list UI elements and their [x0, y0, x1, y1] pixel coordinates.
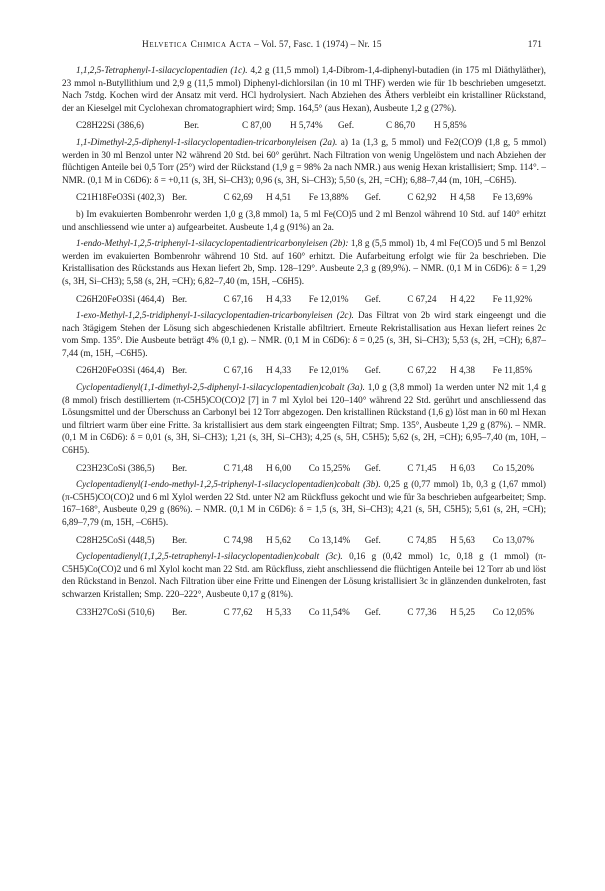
paragraph	[62, 381, 546, 457]
journal-title	[142, 40, 382, 50]
calc-hydrogen: H 4,51	[266, 192, 292, 203]
found-carbon: C 62,92	[407, 192, 437, 203]
found-label: Gef.	[364, 462, 381, 473]
running-header	[62, 40, 542, 56]
compound-heading: 1,1-Dimethyl-2,5-diphenyl-1-silacyclopentadien-tricarbonyleisen (2a).	[76, 136, 338, 147]
calc-carbon: C 62,69	[223, 192, 253, 203]
found-metal: Fe 13,69%	[492, 192, 533, 203]
compound-heading: 1-exo-Methyl-1,2,5-tridiphenyl-1-silacyclopentadien-tricarbonyleisen (2c).	[76, 310, 354, 321]
article-body	[62, 64, 546, 618]
calc-metal: Co 15,25%	[308, 462, 351, 473]
calc-carbon: C 67,16	[223, 365, 253, 376]
calc-metal: Fe 12,01%	[308, 293, 349, 304]
calc-label: Ber.	[171, 606, 188, 617]
elemental-analysis	[76, 462, 546, 475]
calc-label: Ber.	[171, 293, 188, 304]
paragraph-text: b) Im evakuierten Bombenrohr werden 1,0 g (3,8 mmol) 1a, 5 ml Fe(CO)5 und 2 ml Benzol während 10 Std. auf 140° erhitzt und anschliessend wie unter a) aufgearbeitet. Ausbeute 1,4 g (91%) an 2a.	[62, 208, 546, 232]
paragraph-text: 0,25 g (0,77 mmol) 1b, 0,3 g (1,67 mmol) (π-C5H5)CO(CO)2 und 6 ml Xylol werden 22 Std. unter N2 am Rückfluss gekocht und wie für 3a beschrieben aufgearbeitet; Smp. 167–168°, Ausbeute 0,29 g (86%). – NMR. (0,1 M in C6D6): δ = 1,5 (s, 3H, Si–CH3); 4,21 (s, 5H, C5H5); 5,61 (s, 2H, =CH); 6,89–7,79 (m, 15H, –C6H5).	[62, 479, 546, 527]
compound-heading: Cyclopentadienyl(1-endo-methyl-1,2,5-triphenyl-1-silacyclopentadien)cobalt (3b).	[76, 479, 381, 490]
compound-heading: 1-endo-Methyl-1,2,5-triphenyl-1-silacyclopentadientricarbonyleisen (2b):	[76, 238, 349, 249]
paragraph-text: 4,2 g (11,5 mmol) 1,4-Dibrom-1,4-diphenyl-butadien (in 175 ml Diäthyläther), 23 mmol n-Butyllithium und 2,9 g (11,5 mmol) Diphenyl-dichlorsilan (in 10 ml THF) werden wie für 1b beschrieben umgesetzt. Nach 7stdg. Kochen wird der Ansatz mit verd. HCl hydrolysiert. Nach Abziehen des Äthers verbleibt ein kristalliner Rückstand, der an Kieselgel mit Cyclohexan chromatographiert wird; Smp. 164,5° (aus Hexan), Ausbeute 1,2 g (27%).	[62, 65, 546, 113]
found-carbon: C 71,45	[407, 462, 437, 473]
calc-carbon: C 67,16	[223, 293, 253, 304]
calc-metal: Fe 13,88%	[308, 192, 349, 203]
compound-heading: 1,1,2,5-Tetraphenyl-1-silacyclopentadien (1c).	[76, 65, 248, 75]
calc-label: Ber.	[171, 365, 188, 376]
found-label: Gef.	[338, 120, 355, 131]
paragraph	[62, 64, 546, 114]
calc-label: Ber.	[171, 192, 188, 203]
calc-carbon: C 74,98	[223, 534, 253, 545]
found-hydrogen: H 4,38	[450, 365, 476, 376]
found-label: Gef.	[364, 606, 381, 617]
found-carbon: C 77,36	[407, 606, 437, 617]
calc-hydrogen: H 5,74%	[290, 120, 323, 131]
calc-metal: Co 11,54%	[308, 606, 350, 617]
calc-metal: Fe 12,01%	[308, 365, 349, 376]
paragraph-text: 1,8 g (5,5 mmol) 1b, 4 ml Fe(CO)5 und 5 ml Benzol werden im evakuierten Bombenrohr während 10 Std. auf 160° erhitzt. Die Aufarbeitung erfolgt wie für 2a beschrieben. Die Kristallisation des Rückstands aus Hexan liefert 2b, Smp. 128–129°. Ausbeute 2,3 g (89,9%). – NMR. (0,1 M in C6D6): δ = 1,29 (s, 3H, Si–CH3); 5,58 (s, 2H, =CH); 6,82–7,40 (m, 15H, –C6H5).	[62, 238, 546, 286]
elemental-analysis	[76, 364, 546, 377]
calc-hydrogen: H 5,62	[266, 534, 292, 545]
elemental-analysis	[76, 534, 546, 547]
molecular-formula: C21H18FeO3Si (402,3)	[76, 192, 165, 203]
found-carbon: C 67,24	[407, 293, 437, 304]
molecular-formula: C33H27CoSi (510,6)	[76, 606, 155, 617]
found-metal: Co 12,05%	[492, 606, 534, 617]
found-carbon: C 86,70	[386, 120, 416, 131]
paragraph-text: Das Filtrat von 2b wird stark eingeengt und die nach 3tägigem Stehen der Lösung sich abgeschiedenen Kristalle abfiltriert. Erneute Rekristallisation aus Hexan liefert reines 2c vom Smp. 135°. Die Ausbeute beträgt 4% (0,1 g). – NMR. (0,1 M in C6D6): δ = 0,25 (s, 3H, Si–CH3); 5,53 (s, 2H, =CH); 6,87–7,44 (m, 15H, –C6H5).	[62, 310, 546, 358]
page-number: 171	[527, 40, 542, 50]
found-metal: Fe 11,85%	[492, 365, 533, 376]
calc-carbon: C 77,62	[223, 606, 253, 617]
molecular-formula: C28H22Si (386,6)	[76, 120, 144, 131]
paragraph	[62, 478, 546, 528]
molecular-formula: C23H23CoSi (386,5)	[76, 462, 155, 473]
calc-hydrogen: H 5,33	[266, 606, 292, 617]
calc-hydrogen: H 4,33	[266, 365, 292, 376]
found-metal: Co 15,20%	[492, 462, 534, 473]
found-label: Gef.	[364, 534, 381, 545]
calc-carbon: C 71,48	[223, 462, 253, 473]
found-label: Gef.	[364, 192, 381, 203]
compound-heading: Cyclopentadienyl(1,1,2,5-tetraphenyl-1-silacyclopentadien)cobalt (3c).	[76, 551, 343, 562]
found-hydrogen: H 4,58	[450, 192, 476, 203]
paragraph-text: 0,16 g (0,42 mmol) 1c, 0,18 g (1 mmol) (π-C5H5)Co(CO)2 und 6 ml Xylol kocht man 22 Std. am Rückfluss, zieht anschliessend die flüchtigen Anteile bei 12 Torr ab und löst den Rückstand in Benzol. Nach Filtration über eine Fritte und Einengen der Lösung kristallisiert 3c in glänzenden dunkelroten, fast schwarzen Kristallen; Smp. 220–222°, Ausbeute 0,17 g (81%).	[62, 551, 546, 599]
calc-label: Ber.	[171, 534, 188, 545]
found-label: Gef.	[364, 365, 381, 376]
molecular-formula: C26H20FeO3Si (464,4)	[76, 293, 165, 304]
found-hydrogen: H 4,22	[450, 293, 476, 304]
molecular-formula: C26H20FeO3Si (464,4)	[76, 365, 165, 376]
calc-hydrogen: H 6,00	[266, 462, 292, 473]
paragraph	[62, 550, 546, 600]
paragraph	[62, 237, 546, 287]
calc-hydrogen: H 4,33	[266, 293, 292, 304]
elemental-analysis	[76, 191, 546, 204]
paragraph	[62, 309, 546, 359]
elemental-analysis	[76, 293, 546, 306]
calc-label: Ber.	[171, 462, 188, 473]
found-carbon: C 74,85	[407, 534, 437, 545]
found-carbon: C 67,22	[407, 365, 437, 376]
found-hydrogen: H 5,25	[450, 606, 476, 617]
calc-carbon: C 87,00	[242, 120, 272, 131]
compound-heading: Cyclopentadienyl(1,1-dimethyl-2,5-diphenyl-1-silacyclopentadien)cobalt (3a).	[76, 382, 365, 393]
paragraph-text: a) 1a (1,3 g, 5 mmol) und Fe2(CO)9 (1,8 g, 5 mmol) werden in 30 ml Benzol unter N2 während 20 Std. bei 60° gerührt. Nach Filtration von wenig Ungelöstem und nach Abziehen der flüchtigen Anteile bei 0,5 Torr (25°) wird der Rückstand (1,9 g = 98% 2a nach NMR.) aus wenig Hexan kristallisiert; Smp. 114°. – NMR. (0,1 M in C6D6): δ = +0,11 (s, 3H, Si–CH3); 0,96 (s, 3H, Si–CH3); 5,50 (s, 2H, =CH); 6,88–7,44 (m, 10H, –C6H5).	[62, 136, 547, 185]
paragraph	[62, 208, 546, 233]
journal-name: Helvetica Chimica Acta	[142, 40, 252, 50]
found-metal: Fe 11,92%	[492, 293, 533, 304]
paragraph	[62, 136, 546, 186]
elemental-analysis	[76, 606, 546, 619]
calc-label: Ber.	[184, 120, 200, 131]
found-hydrogen: H 5,85%	[434, 120, 467, 131]
molecular-formula: C28H25CoSi (448,5)	[76, 534, 155, 545]
volume-info: – Vol. 57, Fasc. 1 (1974) – Nr. 15	[254, 40, 382, 50]
calc-metal: Co 13,14%	[308, 534, 351, 545]
paragraph-text: 1,0 g (3,8 mmol) 1a werden unter N2 mit 1,4 g (8 mmol) frisch destilliertem (π-C5H5)CO(CO)2 [7] in 7 ml Xylol bei 120–140° während 22 Std. gerührt und anschliessend das Lösungsmittel und der Überschuss an Carbonyl bei 12 Torr abgezogen. Den kristallinen Rückstand (1,6 g) löst man in 60 ml Hexan und filtriert warm über eine Fritte. 3a kristallisiert aus dem stark eingeengten Filtrat; Smp. 135°, Ausbeute 1,29 g (87%). – NMR. (0,1 M in C6D6): δ = 0,01 (s, 3H, Si–CH3); 1,21 (s, 3H, Si–CH3); 4,25 (s, 5H, C5H5); 5,62 (s, 2H, =CH); 6,95–7,40 (m, 10H, –C6H5).	[62, 382, 546, 456]
found-label: Gef.	[364, 293, 381, 304]
found-hydrogen: H 6,03	[450, 462, 476, 473]
elemental-analysis	[76, 119, 546, 132]
found-hydrogen: H 5,63	[450, 534, 476, 545]
found-metal: Co 13,07%	[492, 534, 534, 545]
